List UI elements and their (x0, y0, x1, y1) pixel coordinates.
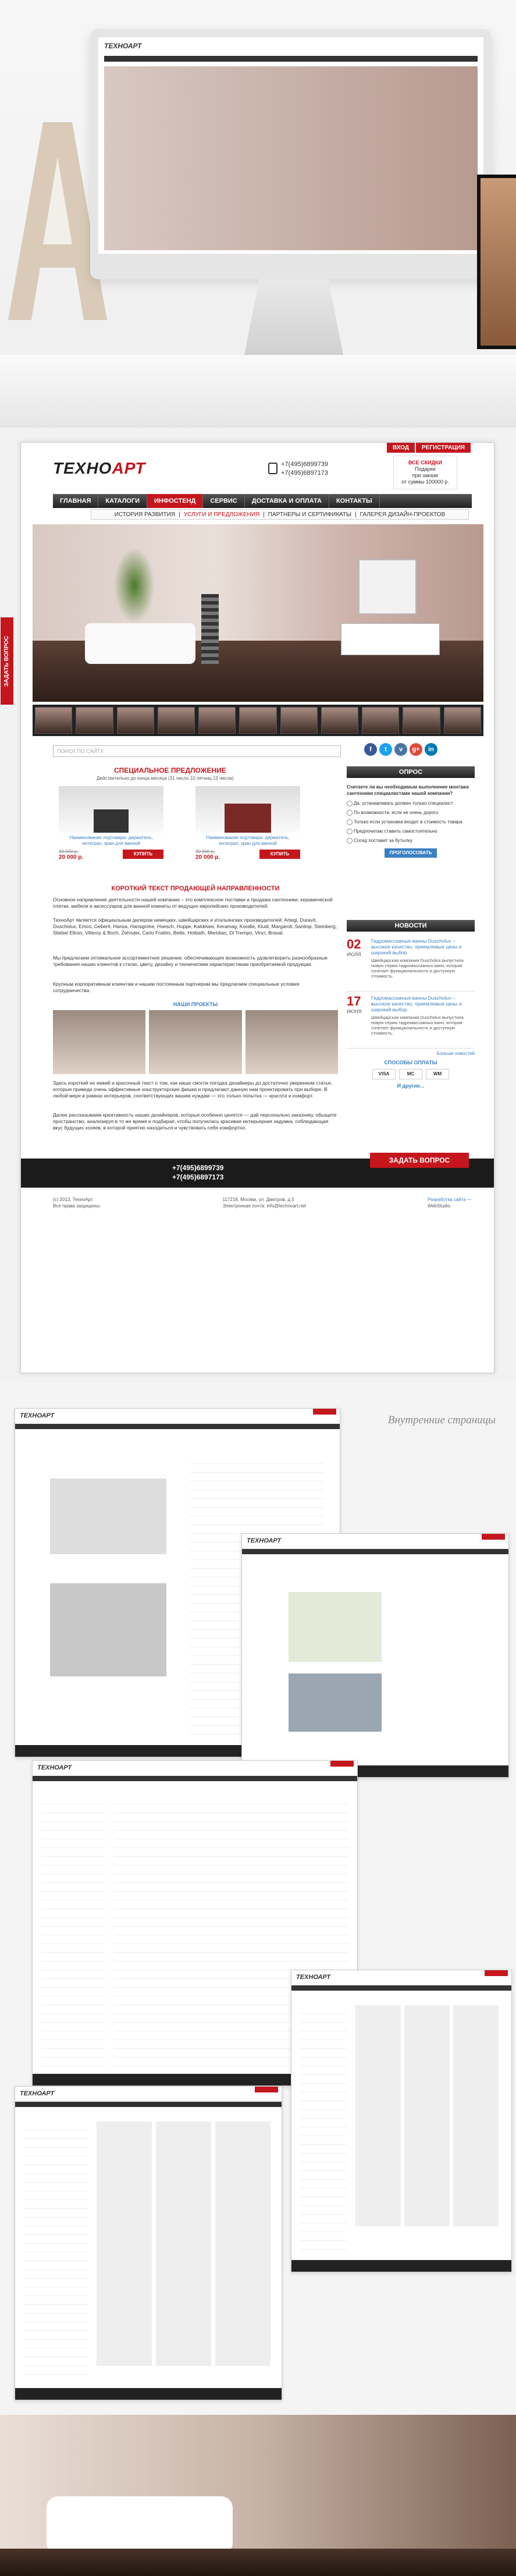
search-input[interactable]: ПОИСК ПО САЙТУ (53, 745, 341, 757)
article-p3: Мы предлагаем оптимальное ассортиментное решение, обеспечивающее возможность удовлетворить разнообразные требования наших клиентов к стилю, цвету, дизайну и техническим характеристикам приобретаемой продукции. (53, 955, 328, 967)
all-news-link[interactable]: Больше новостей (436, 1051, 475, 1056)
footer-phones: +7(495)6899739 +7(495)6897173 (172, 1164, 224, 1181)
poll: Считаете ли вы необходимым выполнение монтажа сантехники специалистами нашей компании? Да, устанавливать должен только специалист По возможности, если не очень дорого Только если установка входит в стоимость товара Предпочитаю ставить самостоятельно Сосед поставит за бутылку ПРОГОЛОСОВАТЬ (347, 780, 475, 862)
news-item[interactable]: 17 ИЮНЯ Гидромассажные ванны Duscholux – высокое качество, приемлемые цены и широкий выбор Швейцарская компания Duscholux выпустила новую серию гидромассажных ванн, которая сочетает функциональность и доступную стоимость. (347, 995, 475, 1049)
inner-page-contacts: ТЕХНОАРТ (241, 1533, 509, 1778)
auth-buttons (387, 443, 471, 453)
header-phones (268, 460, 328, 478)
vote-button[interactable]: ПРОГОЛОСОВАТЬ (385, 848, 437, 858)
project-image[interactable] (53, 1010, 145, 1074)
poll-option[interactable]: Да, устанавливать должен только специалист (347, 800, 475, 806)
sub-nav: ИСТОРИЯ РАЗВИТИЯ | УСЛУГИ И ПРЕДЛОЖЕНИЯ | ПАРТНЕРЫ И СЕРТИФИКАТЫ | ГАЛЕРЕЯ ДИЗАЙН-ПРОЕКТОВ (91, 509, 469, 520)
thumbnail[interactable] (76, 707, 113, 734)
bottom-bathroom-photo (0, 2415, 516, 2576)
ask-question-button[interactable]: ЗАДАТЬ ВОПРОС (370, 1153, 469, 1168)
phone-2: +7(495)6897173 (281, 470, 329, 477)
visa-icon: VISA (372, 1069, 396, 1079)
buy-button[interactable]: КУПИТЬ (123, 850, 163, 859)
webmoney-icon: WM (426, 1069, 449, 1079)
article-p6: Далее рассказываем креативность наших дизайнеров, которые особенно ценятся — дай персонально заказчику, обыщите пространство, анализируя в то же время и подбирая, чтобы получилась красивая интерьерная задумка, соблюдающая вкус будущих хозяев, в которой приятно находиться и чувствовать себя комфортно. (53, 1112, 337, 1131)
article-p2: ТехноАрт является официальным дилером немецких, швейцарских и итальянских производителей: Artegi, Duravit, Duscholux, Emco, Geberit, Hansa, Hansgrohe, Hoesch, Huppe, Kaldewei, Keramag, Koralle, Kludi, Margaroli, Sanitop, Steinberg, Stiebel Eltron, Villeroy & Boch, Zehnder, Carlo Frattini, Bette, Hotbath, Meridian, Di Trempo, Vinci, Bravat. (53, 917, 337, 936)
nav-catalogs[interactable]: КАТАЛОГИ (98, 494, 147, 508)
twitter-icon[interactable]: t (379, 743, 392, 756)
thumbnail[interactable] (117, 707, 154, 734)
poll-option[interactable]: По возможности, если не очень дорого (347, 809, 475, 816)
inner-page-delivery: ТЕХНОАРТ (15, 1408, 340, 1757)
nav-infostend[interactable]: ИНФОСТЕНД (147, 494, 203, 508)
nav-delivery[interactable]: ДОСТАВКА И ОПЛАТА (245, 494, 329, 508)
googleplus-icon[interactable]: g+ (410, 743, 422, 756)
photo-frame (477, 175, 516, 349)
projects-gallery (53, 1010, 338, 1074)
nav-contacts[interactable]: КОНТАКТЫ (329, 494, 380, 508)
inner-page-product-grid: ТЕХНОАРТ (291, 1970, 512, 2272)
facebook-icon[interactable]: f (364, 743, 377, 756)
mastercard-icon: MC (399, 1069, 422, 1079)
article-p4: Крупным корпоративным клиентам и нашим постоянным партнерам мы предлагаем специальные условия сотрудничества. (53, 981, 300, 993)
thumbnail[interactable] (444, 707, 481, 734)
subnav-services[interactable]: УСЛУГИ И ПРЕДЛОЖЕНИЯ (183, 511, 260, 518)
intro-mockup (0, 0, 516, 428)
thumbnail[interactable] (198, 707, 236, 734)
poll-option[interactable]: Только если установка входит в стоимость товара (347, 819, 475, 825)
project-image[interactable] (149, 1010, 241, 1074)
buy-button[interactable]: КУПИТЬ (259, 850, 300, 859)
register-button[interactable]: РЕГИСТРАЦИЯ (416, 443, 471, 453)
login-button[interactable]: ВХОД (387, 443, 415, 453)
product-card[interactable]: Наименование подтовара: держатель, интеграл, кран для ванной 30 000 р. 20 000 р. КУПИТЬ (195, 786, 300, 873)
more-payment-link[interactable]: И другие... (397, 1083, 425, 1089)
promo-box[interactable]: ВСЕ СКИДКИ Подарки при заказе от суммы 100000 р. (393, 456, 457, 489)
logo[interactable]: ТЕХНОАРТ (53, 459, 146, 477)
payment-methods: СПОСОБЫ ОПЛАТЫ VISA MC WM И другие... (347, 1060, 475, 1089)
homepage (3, 442, 494, 1373)
thumbnail[interactable] (239, 707, 276, 734)
special-offer-title: СПЕЦИАЛЬНОЕ ПРЕДЛОЖЕНИЕ (114, 766, 226, 774)
phone-icon (268, 463, 277, 474)
thumbnail[interactable] (280, 707, 318, 734)
linkedin-icon[interactable]: in (425, 743, 437, 756)
nav-home[interactable]: ГЛАВНАЯ (53, 494, 98, 508)
poll-option[interactable]: Сосед поставит за бутылку (347, 837, 475, 844)
monitor (90, 29, 492, 279)
poll-option[interactable]: Предпочитаю ставить самостоятельно (347, 828, 475, 834)
monitor-logo: ТЕХНОАРТ (104, 42, 142, 50)
thumbnail-strip (33, 705, 483, 736)
thumbnail[interactable] (362, 707, 399, 734)
product-card[interactable]: Наименование подтовара: держатель, интеграл, кран для ванной 30 000 р. 20 000 р. КУПИТЬ (59, 786, 163, 873)
vk-icon[interactable]: v (394, 743, 407, 756)
article-p5: Здесь короткий но емкий и красочный текст о том, как наши смогли погодка дизайнеры до достаточно уверенном статье, которые приведи очень эффективные конструкторские фишки и предлагают данную нам проектировать при выборе. В любой мере в рамках интерьеров, соответствующих вашим нуждам — это только попытка — красота и комфорт. (53, 1080, 332, 1099)
developer-link[interactable]: Разработка сайта — (427, 1197, 472, 1202)
subnav-gallery[interactable]: ГАЛЕРЕЯ ДИЗАЙН-ПРОЕКТОВ (360, 511, 446, 518)
inner-pages-label: Внутренние страницы (387, 1414, 496, 1426)
main-nav (53, 494, 472, 508)
inner-page-list: ТЕХНОАРТ (15, 2086, 282, 2400)
subnav-history[interactable]: ИСТОРИЯ РАЗВИТИЯ (114, 511, 176, 518)
news-item[interactable]: 02 ИЮЛЯ Гидромассажные ванны Duscholux – высокое качество, приемлемые цены и широкий выбор Швейцарская компания Duscholux выпустила новую серию гидромассажных ванн, которая сочетает функциональность и доступную стоимость. (347, 938, 475, 992)
inner-page-catalog: ТЕХНОАРТ (32, 1760, 358, 2086)
hero-bathroom-image (33, 524, 483, 702)
thumbnail[interactable] (35, 707, 72, 734)
main-page-section (0, 428, 516, 1382)
article-title: КОРОТКИЙ ТЕКСТ ПРОДАЮЩЕЙ НАПРАВЛЕННОСТИ (111, 885, 280, 892)
poll-title: ОПРОС (347, 766, 475, 778)
nav-service[interactable]: СЕРВИС (203, 494, 244, 508)
news-list (347, 935, 475, 1056)
ask-question-side-tab[interactable]: ЗАДАТЬ ВОПРОС (1, 617, 13, 705)
phone-1: +7(495)6899739 (281, 461, 329, 468)
thumbnail[interactable] (403, 707, 440, 734)
inner-pages-section (0, 1382, 516, 2415)
thumbnail[interactable] (321, 707, 358, 734)
thumbnail[interactable] (158, 707, 195, 734)
monitor-nav (104, 56, 478, 62)
subnav-partners[interactable]: ПАРТНЕРЫ И СЕРТИФИКАТЫ (268, 511, 351, 518)
desk (0, 355, 516, 428)
news-title: НОВОСТИ (347, 920, 475, 932)
monitor-stand (244, 279, 343, 355)
monitor-hero (104, 66, 478, 250)
social-icons (364, 743, 437, 756)
projects-title: НАШИ ПРОЕКТЫ (173, 1001, 218, 1007)
article-p1: Основное направление деятельности нашей компании – это комплексное поставки и продажа сантехники, керамической плитки, мебели и аксессуаров для ванной комнаты от ведущих европейских производителей. (53, 897, 333, 909)
special-offer-subtitle: Действительно до конца месяца (31 число 10 пятниц 13 числа) (97, 776, 234, 781)
footer: (c) 2013, ТехноАрт. Все права защищены. 117218, Москва, ул. Дмитров, д.5 Электронная почта: info@technoart.net Разработка сайта — WebStudio (53, 1197, 472, 1209)
project-image[interactable] (245, 1010, 338, 1074)
